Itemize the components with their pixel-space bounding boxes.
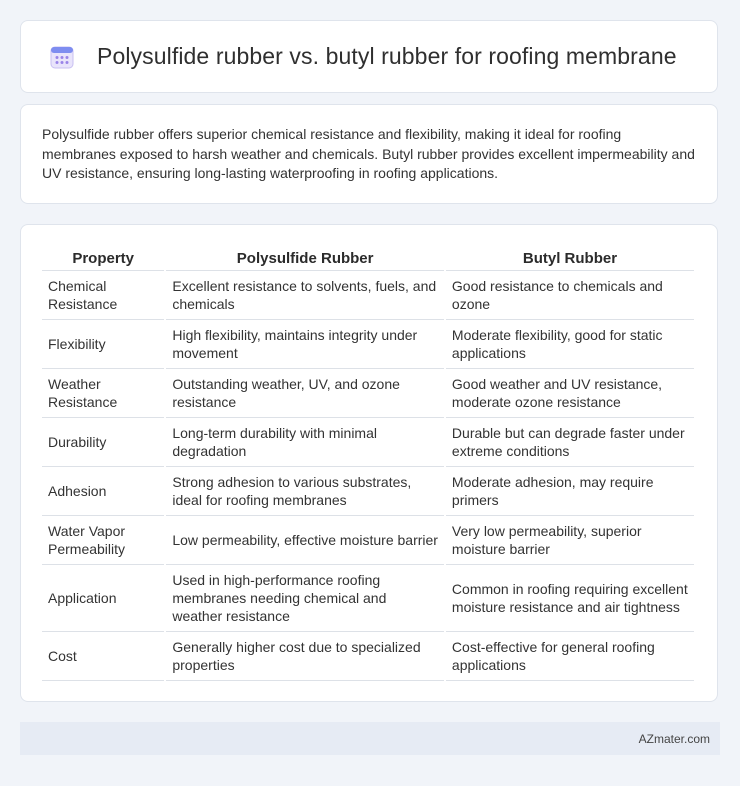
table-row	[42, 516, 694, 565]
butyl-cell: Good resistance to chemicals and ozone	[446, 271, 694, 320]
property-cell: Cost	[42, 632, 164, 681]
property-cell: Chemical Resistance	[42, 271, 164, 320]
butyl-cell: Moderate adhesion, may require primers	[446, 467, 694, 516]
property-cell: Durability	[42, 418, 164, 467]
table-row	[42, 369, 694, 418]
comparison-table	[40, 245, 696, 681]
title-card	[20, 20, 718, 93]
column-header-polysulfide: Polysulfide Rubber	[166, 245, 444, 271]
butyl-cell: Durable but can degrade faster under extreme conditions	[446, 418, 694, 467]
property-cell: Adhesion	[42, 467, 164, 516]
page-title: Polysulfide rubber vs. butyl rubber for roofing membrane	[97, 43, 677, 69]
butyl-cell: Very low permeability, superior moisture barrier	[446, 516, 694, 565]
polysulfide-cell: Outstanding weather, UV, and ozone resistance	[166, 369, 444, 418]
property-cell: Weather Resistance	[42, 369, 164, 418]
polysulfide-cell: High flexibility, maintains integrity under movement	[166, 320, 444, 369]
butyl-cell: Good weather and UV resistance, moderate ozone resistance	[446, 369, 694, 418]
summary-card	[20, 104, 718, 204]
polysulfide-cell: Generally higher cost due to specialized properties	[166, 632, 444, 681]
polysulfide-cell: Strong adhesion to various substrates, ideal for roofing membranes	[166, 467, 444, 516]
footer-bar	[20, 722, 720, 755]
table-row	[42, 418, 694, 467]
polysulfide-cell: Low permeability, effective moisture barrier	[166, 516, 444, 565]
polysulfide-cell: Long-term durability with minimal degradation	[166, 418, 444, 467]
property-cell: Flexibility	[42, 320, 164, 369]
calendar-grid-icon	[49, 44, 75, 70]
table-row	[42, 565, 694, 632]
summary-text: Polysulfide rubber offers superior chemical resistance and flexibility, making it ideal for roofing membranes exposed to harsh weather and chemicals. Butyl rubber provides excellent impermeability and UV resistance, ensuring long-lasting waterproofing in roofing applications.	[42, 126, 695, 181]
butyl-cell: Common in roofing requiring excellent moisture resistance and air tightness	[446, 565, 694, 632]
polysulfide-cell: Excellent resistance to solvents, fuels, and chemicals	[166, 271, 444, 320]
property-cell: Application	[42, 565, 164, 632]
butyl-cell: Cost-effective for general roofing applications	[446, 632, 694, 681]
comparison-card	[20, 224, 718, 702]
table-row	[42, 320, 694, 369]
column-header-property: Property	[42, 245, 164, 271]
property-cell: Water Vapor Permeability	[42, 516, 164, 565]
column-header-butyl: Butyl Rubber	[446, 245, 694, 271]
table-row	[42, 632, 694, 681]
table-header-row	[42, 245, 694, 271]
polysulfide-cell: Used in high-performance roofing membranes needing chemical and weather resistance	[166, 565, 444, 632]
footer-site-link[interactable]: AZmater.com	[638, 731, 710, 746]
butyl-cell: Moderate flexibility, good for static applications	[446, 320, 694, 369]
table-row	[42, 271, 694, 320]
table-row	[42, 467, 694, 516]
